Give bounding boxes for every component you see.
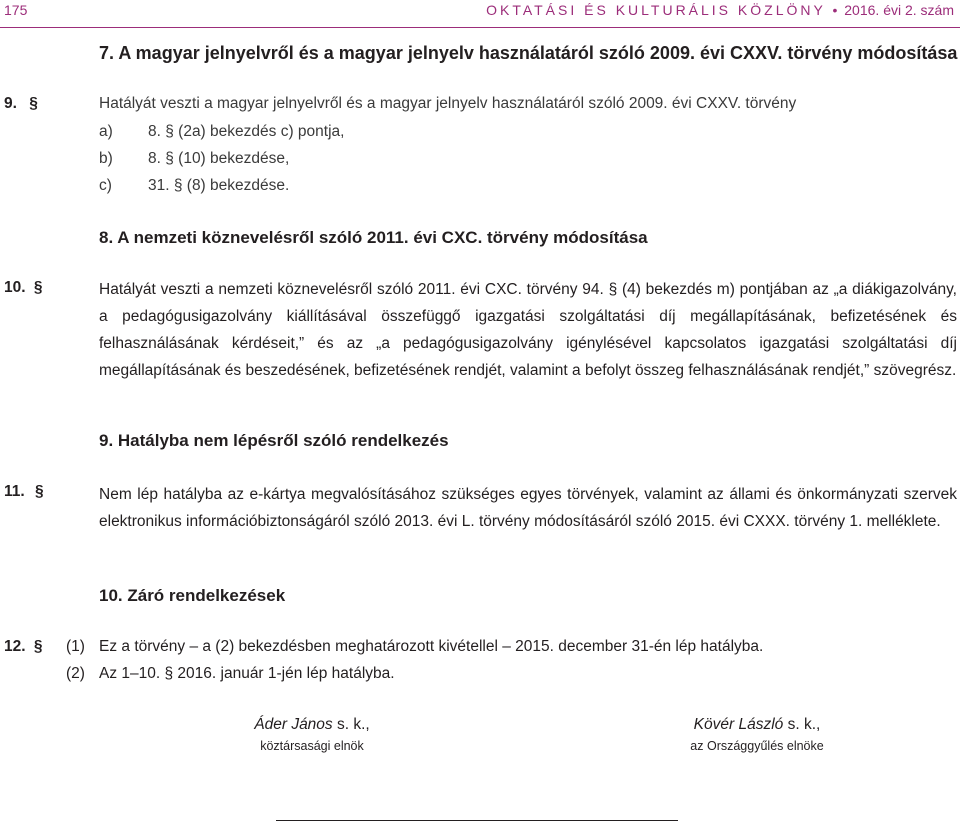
paragraph-10-text: Hatályát veszti a nemzeti köznevelésről szóló 2011. évi CXC. törvény 94. § (4) bekezdés m) pontjában az „a diákigazolvány, a pedagógusigazolvány kiállításával összefüggő igazgatási szolgáltatási díj megállapításának, befizetésének és felhasználásának kérdéseit,” és az „a pedagógusigazolvány igénylésével kapcsolatos igazgatási szolgáltatási díj megállapításának és beszedésének, befizetésének rendjét, valamint a befolyt összeg felhasználásának rendjét,” szövegrész.	[99, 281, 957, 379]
list-item-letter: a)	[99, 123, 113, 140]
para-number: 11.	[4, 483, 25, 500]
signature-president	[212, 716, 412, 734]
point-text: Az 1–10. § 2016. január 1-jén lép hatályba.	[99, 665, 395, 682]
section-heading-8: 8. A nemzeti köznevelésről szóló 2011. évi CXC. törvény módosítása	[99, 228, 648, 247]
list-item-letter: c)	[99, 177, 112, 194]
paragraph-number-9	[4, 95, 38, 113]
section-sign: §	[33, 279, 43, 296]
journal-header	[486, 2, 954, 18]
signatory-role: köztársasági elnök	[260, 739, 364, 753]
header-bullet: •	[832, 2, 838, 18]
point-number: (2)	[66, 665, 85, 682]
signature-suffix: s. k.,	[332, 716, 370, 733]
paragraph-number-10	[4, 279, 43, 297]
para-number: 12.	[4, 638, 26, 655]
page-number: 175	[4, 2, 28, 18]
signatory-role: az Országgyűlés elnöke	[690, 739, 824, 753]
paragraph-11-text: Nem lép hatályba az e-kártya megvalósításához szükséges egyes törvények, valamint az állami és önkormányzati szervek elektronikus információbiztonságáról szóló 2013. évi L. törvény módosításáról szóló 2015. évi CXXX. törvény 1. melléklete.	[99, 486, 957, 530]
list-item-text: 8. § (10) bekezdése,	[148, 150, 290, 167]
section-sign: §	[29, 95, 38, 112]
para-number: 10.	[4, 279, 26, 296]
section-heading-7: 7. A magyar jelnyelvről és a magyar jelnyelv használatáról szóló 2009. évi CXXV. törvény módosítása	[99, 43, 958, 63]
signatory-name: Kövér László	[693, 716, 784, 733]
paragraph-number-12	[4, 638, 43, 656]
section-sign: §	[35, 483, 44, 500]
paragraph-9-intro: Hatályát veszti a magyar jelnyelvről és a magyar jelnyelv használatáról szóló 2009. évi CXXV. törvény	[99, 95, 797, 112]
journal-title: OKTATÁSI ÉS KULTURÁLIS KÖZLÖNY	[486, 2, 826, 18]
header-divider	[0, 27, 960, 28]
footer-divider	[276, 820, 678, 821]
point-text: Ez a törvény – a (2) bekezdésben meghatározott kivétellel – 2015. december 31-én lép hatályba.	[99, 638, 764, 655]
para-number: 9.	[4, 95, 17, 112]
point-number: (1)	[66, 638, 85, 655]
signatory-name: Áder János	[254, 716, 333, 733]
list-item-text: 31. § (8) bekezdése.	[148, 177, 290, 194]
section-sign: §	[33, 638, 43, 655]
section-heading-10: 10. Záró rendelkezések	[99, 586, 286, 605]
signature-suffix: s. k.,	[783, 716, 821, 733]
paragraph-number-11	[4, 483, 44, 501]
list-item-letter: b)	[99, 150, 113, 167]
signature-speaker	[642, 716, 872, 734]
section-heading-9: 9. Hatályba nem lépésről szóló rendelkezés	[99, 431, 449, 450]
issue-number: 2016. évi 2. szám	[844, 2, 954, 18]
list-item-text: 8. § (2a) bekezdés c) pontja,	[148, 123, 345, 140]
